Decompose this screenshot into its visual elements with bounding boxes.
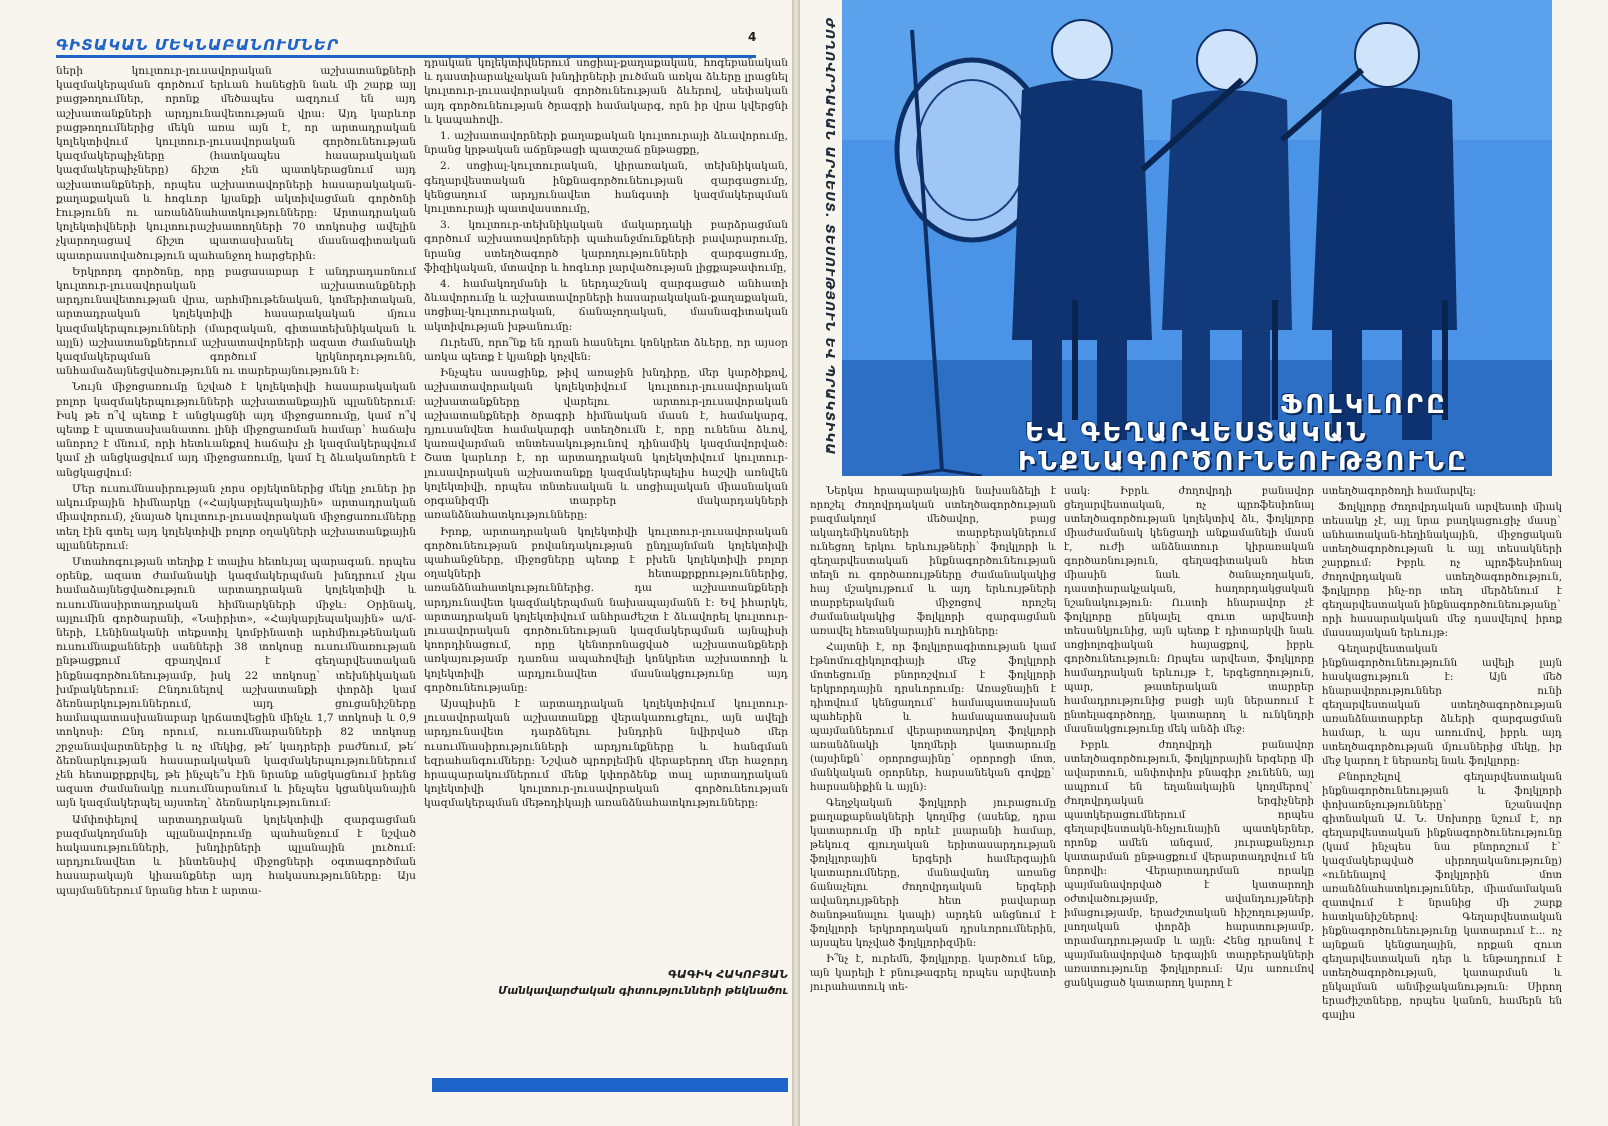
paragraph: ստեղծագործողի համարվել: [1322, 485, 1477, 497]
paragraph: Նույն միջոցառումը նշված է կոլեկտիվի հասարակական բոլոր կազմակերպությունների աշխատանքային պլաններում: Իսկ թե ո՞վ պետք է անցկացնի այդ միջոցառումը, կամ ո՞վ պետք է պատասխանատու լինի միջոցառման համար` հաճախ անորոշ է մնում, որի հետևանքով հաճախ չի կազմակերպվում կամ չի անցկացվում այդ միջոցառումը, կամ էլ ձևականորեն է անցկացվում: [56, 381, 416, 479]
right-column-3 [1322, 484, 1562, 1114]
headline-line-1: ՖՈԼԿԼՈՐԸ [1280, 390, 1448, 420]
paragraph: Գեղարվեստական ինքնագործունեությունն ավելի լայն հասկացություն է: Այն մեծ հնարավորություններ ունի գեղարվեստական ստեղծագործության առանձնատարբեր ձևերի զարգացման համար, և այս առումով, իբրև այդ ստեղծագործության մյուսներից մեկը, իր մեջ կարող է ներառել նաև ֆոլկլորը: [1322, 643, 1562, 767]
paragraph: Ի՞նչ է, ուրեմն, ֆոլկլորը. կարծում ենք, այն կարելի է բնութագրել որպես արվեստի յուրահատուկ տե- [810, 953, 1056, 993]
headline-line-3: ԻՆՔՆԱԳՈՐԾՈՒՆԵՈՒԹՅՈՒՆԸ [1018, 447, 1469, 477]
right-column-1 [810, 484, 1056, 1114]
headline-line-2: ԵՎ ԳԵՂԱՐՎԵՍՏԱԿԱՆ [1025, 418, 1369, 448]
page-number: 4 [748, 30, 757, 44]
paragraph: ների կուլտուր-լուսավորական աշխատանքների կազմակերպման գործում երևան հանեցին նաև մի շարք այլ բացթողումներ, որոնք մեծապես ազդում են այդ աշխատանքների արդյունավետության վրա: Այդ կարևոր բացթողումներից մեկն առա այն է, որ արտադրական կոլեկտիվում կուլտուր-լուսավորական գործունեության կազմակերպիչները (հատկապես հասարակական կազմակերպիչները) ճիշտ չեն պատկերացնում այդ աշխատանքների, որպես աշխատավորների հասարակական-քաղաքական և հոգևոր կյանքի ակտիվացման գործոնի էությունն ու առանձնահատկությունները: Արտադրական կոլեկտիվների կուլտուրաշխատողների 70 տոկոսից ավելին չկարողացավ ճիշտ պատասխանել մասնագիտական պատրաստվածություն պահանջող հարցերին: [56, 65, 416, 262]
list-item: 1. աշխատավորների քաղաքական կուլտուրայի ձևավորումը, նրանց կրթական աճընթացի պատշաճ ընթացքը, [424, 130, 788, 157]
left-column-2 [424, 56, 788, 961]
paragraph: Երկրորդ գործոնը, որը բացասաբար է անդրադառնում կուլտուր-լուսավորական աշխատանքների արդյունավետության վրա, արհմիութենական, կոմերիտական, արտադրական կոլեկտիվի հասարակական մյուս կազմակերպությունների (մարզական, գիտատեխնիկական և այլն) աշխատանքներում աշխատավորների ազատ ժամանակի կազմակերպման գործում կրկնորդությունն, անհամաձայնեցվածությունն ու տարերայնությունն է: [56, 265, 416, 378]
author-title: Մանկավարժական գիտությունների թեկնածու [498, 985, 788, 997]
left-column-1 [56, 64, 416, 1104]
page-spine [792, 0, 800, 1126]
section-title: ԳԻՏԱԿԱՆ ՄԵԿՆԱԲԱՆՈՒՄՆԵՐ [56, 36, 340, 54]
paragraph: Մեր ուսումնասիրության չորս օբյեկտներից մեկը չուներ իր ակումբային հիմնարկը («Հայկաբլեպակային» արտադրական միավորում), չնայած կուլտուր-լուսավորական միջոցառումները տեղ էին գտել այդ կոլեկտիվի բոլոր օղակների աշխատանքային պլաններում: [56, 482, 416, 552]
paragraph: Բնորոշելով գեղարվեստական ինքնագործունեության և ֆոլկլորի փոխառնչությունները` նշանավոր գիտնական Ա. Ն. Սոխորը նշում է, որ գեղարվեստական ինքնագործունեությունը (կամ ինչպես նա բնորոշում է` կազմակերպված սիրողականությունը) «ունենալով ֆոլկլորին մոտ առանձնահատկություններ, միամամական զատվում է նրանից մի շարք հատկանիշներով: Գեղարվեստական ինքնագործունեությունը կատարում է... ոչ այնքան կենցաղային, որքան զուտ գեղարվեստական դեր և ենթադրում է ստեղծագործության, կատարման և ընկալման անմիջականություն: Սիրող երաժիշտները, որպես կանոն, համերն են գալիս [1322, 771, 1562, 1021]
list-item: 3. կուլտուր-տեխնիկական մակարդակի բարձրացման գործում աշխատավորների պահանջմունքների բավարարումը, նրանց ստեղծագործ կարողությունների զարգացումը, ֆիզիկական, մտավոր և հոգևոր լարվածության լիցքաթափումը, [424, 219, 788, 274]
paragraph: Ամփոփելով արտադրական կոլեկտիվի զարգացման բազմակողմանի պլանավորումը պահանջում է նշված հակասությունների, խնդիրների պլանային լուծում: արդյունավետ և ինտենսիվ միջոցների օգտագործման հասարակայն կիաանքներ այդ հակասությունները: Այս պայմաններում նրանց հետ է արտա- [56, 813, 416, 897]
paragraph: Մտահոգության տեղիք է տալիս հետևյալ պարագան. որպես օրենք, ազատ ժամանակի կազմակերպման խնդրում չկա համաձայնեցվածություն արտադրական կոլեկտիվի և ուսումնասիրտադրական հիմնարկների միջև: Օրինակ, այլումին գործարանի, «Նաիրիտ», «Հայկաբլեպակային» ա/մ-ների, Լենինականի տեքստիլ կոմբինատի արհմիութենական ուսումնաքանների սանների 38 տոկոսը ուսումնառության ընթացքում զբաղվում է գեղարվեստական ինքնագործունեությամբ, իսկ 22 տոկոսը` տեխնիկական խմբակներում: Ընդունելով աշխատանքի փորձի կամ ձեռնարկություններում, այդ ցուցանիշները համապատասխանաբար կրճատվեցին մինչև 1,7 տոկոսի և 0,9 տոկոսի: Ընդ որում, ուսումնարանների 82 տոկոսը շրջանավարտներից և ոչ մեկից, թե՛ կադրերի բաժնում, թե՛ ձեռնարկության հասարակական կազմակերպություններում չեն հետաքրքրվել, թե ինչպե՞ս էին նրանք անցկացնում իրենց ազատ ժամանակը ուսումնարանում և ինչպես կցանկանային այն կազմակերպել այստեղ` ձեռնարկությունում: [56, 555, 416, 810]
list-item: 2. սոցիալ-կուլտուրական, կիրառական, տեխնիկական, գեղարվեստական ինքնագործունեության զարգացումը, կենցաղում արդյունավետ հանգստի կազմակերպման կուլտուրայի պատվաստումը, [424, 160, 788, 216]
paragraph: դրական կոլեկտիվներում սոցիալ-քաղաքական, հոգեբանական և դաստիարակչական խնդիրների լուծման առկա ձևերը լրացնել կուլտուր-լուսավորական գործունեության ձևերով, սեփական այդ գործունեության ծրագրի համակարգ, որն իր վրա կվերցնի և կապահովի. [424, 57, 788, 126]
paragraph: Այսպիսին է արտադրական կոլեկտիվում կուլտուր-լուսավորական աշխատանքը վերակառուցելու, այն ավելի արդյունավետ դարձնելու խնդրին նվիրված մեր ուսումնասիրությունների արդյունքները և հանգման եզրահանգումները: Նշված պրոբլեմին վերաբերող մեր հաջորդ հրապարակումներում մենք կփորձենք տալ արտադրական կոլեկտիվի կուլտուր-լուսավորական գործունեության կազմակերպման մեթոդիկայի առանձնահատկությունները: [424, 697, 788, 810]
rubric-vertical: ԺՈՂՈՎՐԴԱԿԱՆ ԱՐՎԵՍՏ. ՏԵՍՈՒԹՅՈՒՆ ԵՎ ՊՐԱԿՏԻԿԱ [823, 18, 838, 456]
paragraph: Գեղջկական ֆոլկլորի յուրացումը քաղաքաբնակների կողմից (ասենք, դրա կատարումը մի որևէ լսարանի համար, թեկուզ գյուղական երիտասարդության ֆոլկլորային երգերի համերգային կատարումները, մանավանդ առանց ճանաչելու ժողովրդական երգերի ավանդույթների հետ բավարար ծանոթանալու կապի) արդեն անցնում է ֆոլկլորի երկրորդական դրսևորումներին, այսպես կոչված ֆոլկլորիզմին: [810, 797, 1056, 949]
paragraph: սակ: Իբրև ժողովրդի բանավոր ցեղարվեստական, ոչ պրոֆեսիոնալ ստեղծագործության կոլեկտիվ ձև, ֆոլկլորը միաժամանակ կենցաղի անքամանելի մասն է, ուժի անձնատուր կիրառական գործառնություն, գեղագիտական հետ միասին նաև ծանաչողական, դաստիարակչական, հաղորդակցական նշանակություն: Ուստի հնարավոր չէ ֆոլկլորը ընկալել զուտ արվեստի տեսանկյունից, այն պետք է դիտարկվի նաև սոցիոլոգիական հայացքով, իբրև գործունեություն: Որպես արվեստ, ֆոլկլորը համադրական երևույթ է, երգեցողություն, պար, թատերական տարրեր համադրությունից բացի այն ներառում է ընտելագործողը, կատարող և ունկնդրի մասնակցությունը մեկ անձի մեջ: [1064, 485, 1314, 735]
paragraph: Իրոք, արտադրական կոլեկտիվի կուլտուր-լուսավորական գործունեության բովանդակության ընդլայնման կոլեկտիվի պահանջները, միջոցները պետք է բխեն կոլեկտիվի բոլոր օղակների հետաքրքրություններից, առանձնահատկություններից. դա աշխատանքների արդյունավետ կազմակերպման նախապայմանն է: Եվ իհարկե, արտադրական կոլեկտիվում անհրաժեշտ է ձևավորել կուլտուր-լուսավորական գործունեության կազմակերպման այնպիսի կոորդինացում, որը կենտրոնացված աշխատանքների առկայությամբ դառնա ապահովելի կոնկրետ աշխատողի և կոլեկտիվի արդյունավետ մասնակցությունը այդ գործունեությանը: [424, 525, 788, 694]
paragraph: Ուրեմն, որո՞նք են դրան հասնելու կոնկրետ ձևերը, որ այսօր առկա պետք է կյանքի կոչվեն: [424, 336, 788, 364]
paragraph: Իբրև ժողովրդի բանավոր ստեղծագործություն, ֆոլկլորային երգերը մի ավարտուն, անփոփոխ բնագիր չունենն, այլ ապրում են եղանակային կողմերով` ժողովրդական երգիչների պատկերացումներում որպես գեղարվեստակն-հնչյունային պատկերներ, որոնք ամեն անգամ, յուրաքանչյուր կատարման ընթացքում վերարտադրվում են նորովի: Վերարտադրման որակը պայմանավորված է կատարողի օժտվածությամբ, ավանդույթների իմացությամբ, երաժշտական հիշողությամբ, լսողական փորձի հարստությամբ, տրամադրությամբ և այլն: Հենց դրանով է պայմանավորված երգային տարբերակների առատությունը ֆոլկլորում: Այս առումով ցանկացած կատարող կարող է [1064, 739, 1314, 989]
decorative-bar [432, 1078, 788, 1092]
paragraph: Ներկա հրապարակային նախանձելի է որոշել ժողովրդական ստեղծագործության բազմակողմ մեծավոր, բայց ակադեմիկոսների տարբերակներում ունեցող երկու երևույթների` ֆոլկլորի և գեղարվեստական ինքնագործունեության տեղն ու գործառույթները ժամանակակից հայ մշակույթում և այդ երևույթների տարբերակման միջոցով որոշել ժամանակակից ֆոլկլորի զարգացման առավել հեռանկարային ուղիները: [810, 485, 1056, 637]
author-name: ԳԱԳԻԿ ՀԱԿՈԲՅԱՆ [668, 968, 788, 981]
right-column-2 [1064, 484, 1314, 1114]
list-item: 4. համակողմանի և ներդաշնակ զարգացած անհատի ձևավորումը և աշխատավորների հասարակական-քաղաքական, սոցիալ-կուլտուրական, ճանաչողական, մասնագիտական ակտիվության խթանումը: [424, 278, 788, 333]
paragraph: Ինչպես ասացինք, թիվ առաջին խնդիրը, մեր կարծիքով, աշխատավորական կոլեկտիվում կուլտուր-լուսավորական աշխատանքները վարելու արտուր-լուսավորական աշխատանքների ծրագրի հիմնական մասն է, համակարգ, դյուսանվետ համակարգի ստեղծումն է, որը ունենա ձևով, կառավարման տնտեսակությունով դինամիկ կազմավորված: Շատ կարևոր է, որ արտադրական կոլեկտիվում կուլտուր-լուսավորական աշխատանքը կազմակերպելիս հաշվի առնվեն կոլեկտիվի, որպես տնտեսական և սոցիալական միասնական օրգանիզմի տարբեր մակարդակների առանձնահատկությունները: [424, 367, 788, 522]
paragraph: Ֆոլկլորը ժողովրդական արվեստի միակ տեսակը չէ, այլ նրա բաղկացուցիչ մասը` անհատական-հեղինակային, միջոցական ստեղծագործության և այլ տեսակների շարքում: Իբրև ոչ պրոֆեսիոնալ ժողովրդական ստեղծագործություն, ֆոլկլորը ինչ-որ տեղ մերձենում է գեղարվեստական ինքնագործունեությանը` որի հասարակական մեջ դասվելով իրոք մասսայական երևույթ: [1322, 501, 1562, 639]
paragraph: Հայտնի է, որ ֆոլկլորագիտության կամ էթնոմուզիկոլոգիայի մեջ ֆոլկլորի մոտեցումը բնորոշվում է ֆոլկլորի երկրորդային դրսևորումը: Առաջնային է դիտվում կենցաղում` համապատասխան պահերին և համապատասխան պայմաններում վերարտադրվող ֆոլկլորի առանձնակի կողմերի կատարումը (այսինքն` օրորոցայինը` օրորոցի մոտ, մանկական օրորներ, հարսանեկան գովքը` հարսանիքին և այլն): [810, 641, 1056, 793]
